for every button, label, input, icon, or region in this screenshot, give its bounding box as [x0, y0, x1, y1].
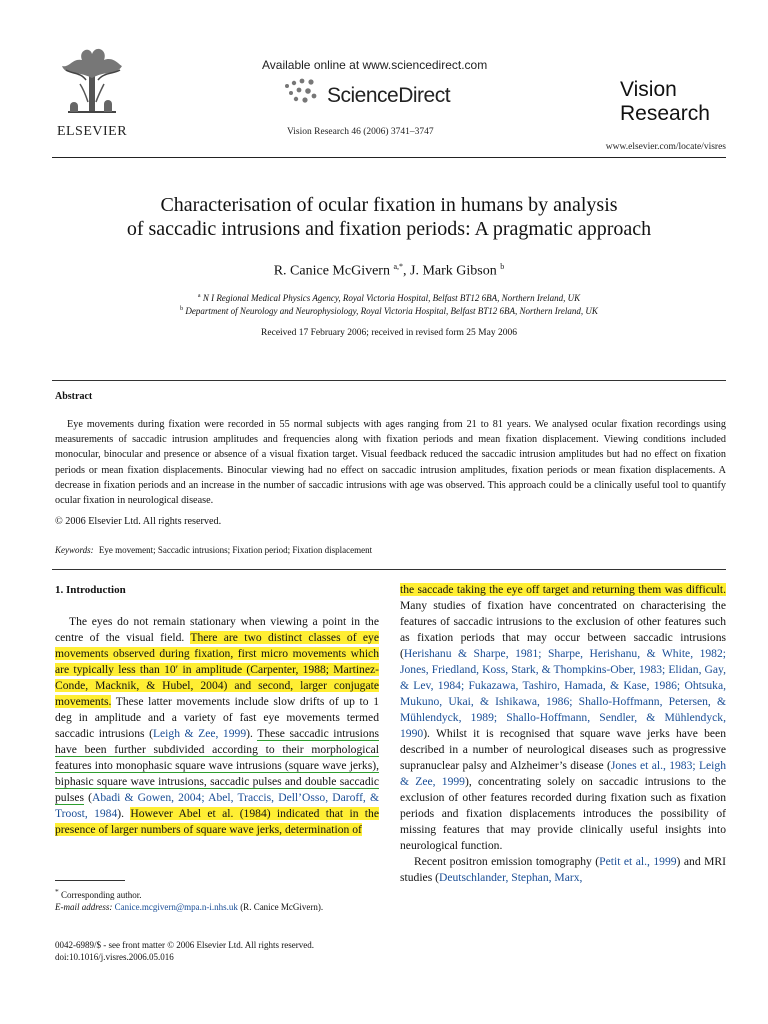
underlined-text: These saccadic intrusions have been further subdivided according to their morphological features into monophasic square wave intrusions (square wave jerks), biphasic square wave intrusions, saccadic pulses and double saccadic pulses: [55, 727, 380, 804]
affiliation-a: [52, 293, 726, 303]
abstract-bottom-divider: [52, 569, 726, 570]
elsevier-tree-icon: [58, 40, 126, 120]
highlighted-text: However Abel et al. (1984) indicated that in the presence of larger numbers of square wave jerks, determination of: [55, 807, 379, 836]
title-line: Characterisation of ocular fixation in humans by analysis: [160, 194, 618, 216]
body-text: The eyes do not remain stationary when viewing a point in the centre of the visual field.: [55, 615, 379, 644]
footnote: [55, 886, 379, 913]
body-text: ), concentrating solely on saccadic intrusions to the exclusion of other features recorded during fixation such as fixation periods and fixation displacements introduces the possibility of missing features that may provide clinically useful insights into neurological function.: [400, 775, 726, 852]
email-suffix: (R. Canice McGivern).: [237, 902, 324, 912]
intro-paragraph-1: [55, 614, 379, 838]
affiliation-mark: b: [180, 306, 184, 312]
left-column: [55, 582, 379, 838]
section-heading: 1. Introduction: [55, 584, 126, 596]
citation-link[interactable]: Deutschlander, Stephan, Marx,: [438, 871, 583, 884]
header-divider: [52, 157, 726, 158]
abstract-top-divider: [52, 380, 726, 381]
available-online-link[interactable]: Available online at www.sciencedirect.com: [262, 58, 488, 72]
issn-line: 0042-6989/$ - see front matter © 2006 Elsevier Ltd. All rights reserved.: [55, 940, 315, 950]
journal-title-line: Vision: [620, 78, 677, 101]
footnote-mark: *: [55, 887, 59, 896]
elsevier-logo: [52, 40, 132, 138]
author-affiliation-mark: b: [500, 262, 505, 271]
author-list: [52, 262, 726, 280]
body-text: ).: [246, 727, 258, 740]
intro-paragraph-1-continued: [400, 582, 726, 854]
highlighted-text: the saccade taking the eye off target and returning them was difficult.: [400, 583, 726, 596]
citation-link[interactable]: Herishanu & Sharpe, 1981; Sharpe, Herishanu, & White, 1982; Jones, Friedland, Koss, Stark, & Thompkins-Ober, 1983; Elidan, Gay, & Lev, 1984; Fukazawa, Tashiro, Hamada, & Kase, 1986; Ohtsuka, Mukuno, Ukai, & Ishikawa, 1986; Shallo-Hoffmann, Petersen, & Mühlendyck, 1989; Shallo-Hoffmann, Sendler, & Mühlendyck, 1990: [400, 647, 726, 740]
corresponding-author-note: [55, 886, 379, 901]
keywords: [55, 545, 372, 555]
email-label: E-mail address:: [55, 902, 113, 912]
abstract-copyright: © 2006 Elsevier Ltd. All rights reserved.: [55, 516, 222, 527]
doi-link[interactable]: doi:10.1016/j.visres.2006.05.016: [55, 952, 174, 962]
journal-title: [620, 78, 710, 126]
citation-link[interactable]: Leigh & Zee, 1999: [152, 727, 247, 740]
citation-link[interactable]: Jones et al., 1983; Leigh & Zee, 1999: [400, 759, 726, 788]
keywords-list: Eye movement; Saccadic intrusions; Fixation period; Fixation displacement: [98, 545, 373, 555]
journal-url-link[interactable]: www.elsevier.com/locate/visres: [605, 142, 726, 152]
keywords-label: Keywords:: [55, 545, 94, 555]
footnote-divider: [55, 880, 125, 881]
received-dates: Received 17 February 2006; received in revised form 25 May 2006: [261, 328, 517, 338]
abstract-body: Eye movements during fixation were recorded in 55 normal subjects with ages ranging from 21 to 81 years. We analysed ocular fixation recordings using measurements of saccadic intrusion amplitudes and frequencies along with fixation periods and mean fixation displacement. Viewing conditions included monocular, binocular and presence or absence of a visual fixation target. Visual feedback reduced the saccadic intrusion amplitudes but had no effect on fixation periods or mean fixation displacements. Binocular viewing had no effect on saccadic intrusion amplitudes, fixation periods or mean fixation displacements. A decrease in fixation periods and an increase in the number of saccadic intrusions with age was observed. This approach could be a clinically useful tool to quantify ocular fixation in neurological disease.: [55, 419, 726, 507]
citation-link[interactable]: Petit et al., 1999: [599, 855, 677, 868]
right-column: [400, 582, 726, 886]
author-separator: ,: [403, 263, 411, 279]
body-text: ). Whilst it is recognised that square wave jerks have been described in a number of neurological diseases such as progressive supranuclear palsy and Alzheimer’s disease (: [400, 727, 726, 772]
author-name: R. Canice McGivern: [273, 263, 390, 279]
email-link[interactable]: Canice.mcgivern@mpa.n-i.nhs.uk: [114, 902, 238, 912]
body-text: (: [83, 791, 92, 804]
affiliation-mark: a: [197, 293, 201, 299]
citation-link[interactable]: Abadi & Gowen, 2004; Abel, Traccis, Dell’Osso, Daroff, & Troost, 1984: [55, 791, 379, 820]
affiliation-text: Department of Neurology and Neurophysiology, Royal Victoria Hospital, Belfast BT12 6BA, Northern Ireland, UK: [185, 306, 598, 316]
author-affiliation-mark: a,*: [393, 262, 404, 271]
body-text: ) and MRI studies (: [400, 855, 726, 884]
journal-title-line: Research: [620, 102, 710, 125]
intro-paragraph-2: [400, 854, 726, 886]
sciencedirect-logo: ScienceDirect: [327, 84, 451, 107]
highlighted-text: There are two distinct classes of eye movements observed during fixation, first micro movements which are typically less than 10′ in amplitude (Carpenter, 1988; Martinez-Conde, Macknik, & Hubel, 2004) and second, larger conjugate movements.: [55, 631, 379, 708]
body-text: ).: [117, 807, 131, 820]
author-name: J. Mark Gibson: [410, 263, 497, 279]
front-matter: [55, 939, 314, 963]
sciencedirect-dots-icon: [283, 78, 319, 108]
journal-reference: Vision Research 46 (2006) 3741–3747: [287, 127, 434, 137]
title-line: of saccadic intrusions and fixation periods: A pragmatic approach: [126, 218, 652, 240]
article-title: [52, 193, 726, 241]
abstract-heading: Abstract: [55, 391, 93, 402]
affiliation-b: [52, 306, 726, 316]
body-text: These latter movements include slow drifts of up to 1 deg in amplitude and a variety of fast eye movements termed saccadic intrusions (: [55, 695, 379, 740]
affiliation-text: N I Regional Medical Physics Agency, Royal Victoria Hospital, Belfast BT12 6BA, Northern Ireland, UK: [202, 293, 581, 303]
email-note: [55, 901, 379, 913]
body-text: Many studies of fixation have concentrated on characterising the features of saccadic intrusions to the exclusion of other features such as fixation periods that may occur between saccadic intrusions (: [400, 599, 726, 660]
footnote-text: Corresponding author.: [61, 890, 142, 900]
elsevier-wordmark: ELSEVIER: [56, 124, 128, 139]
body-text: Recent positron emission tomography (: [414, 855, 600, 868]
